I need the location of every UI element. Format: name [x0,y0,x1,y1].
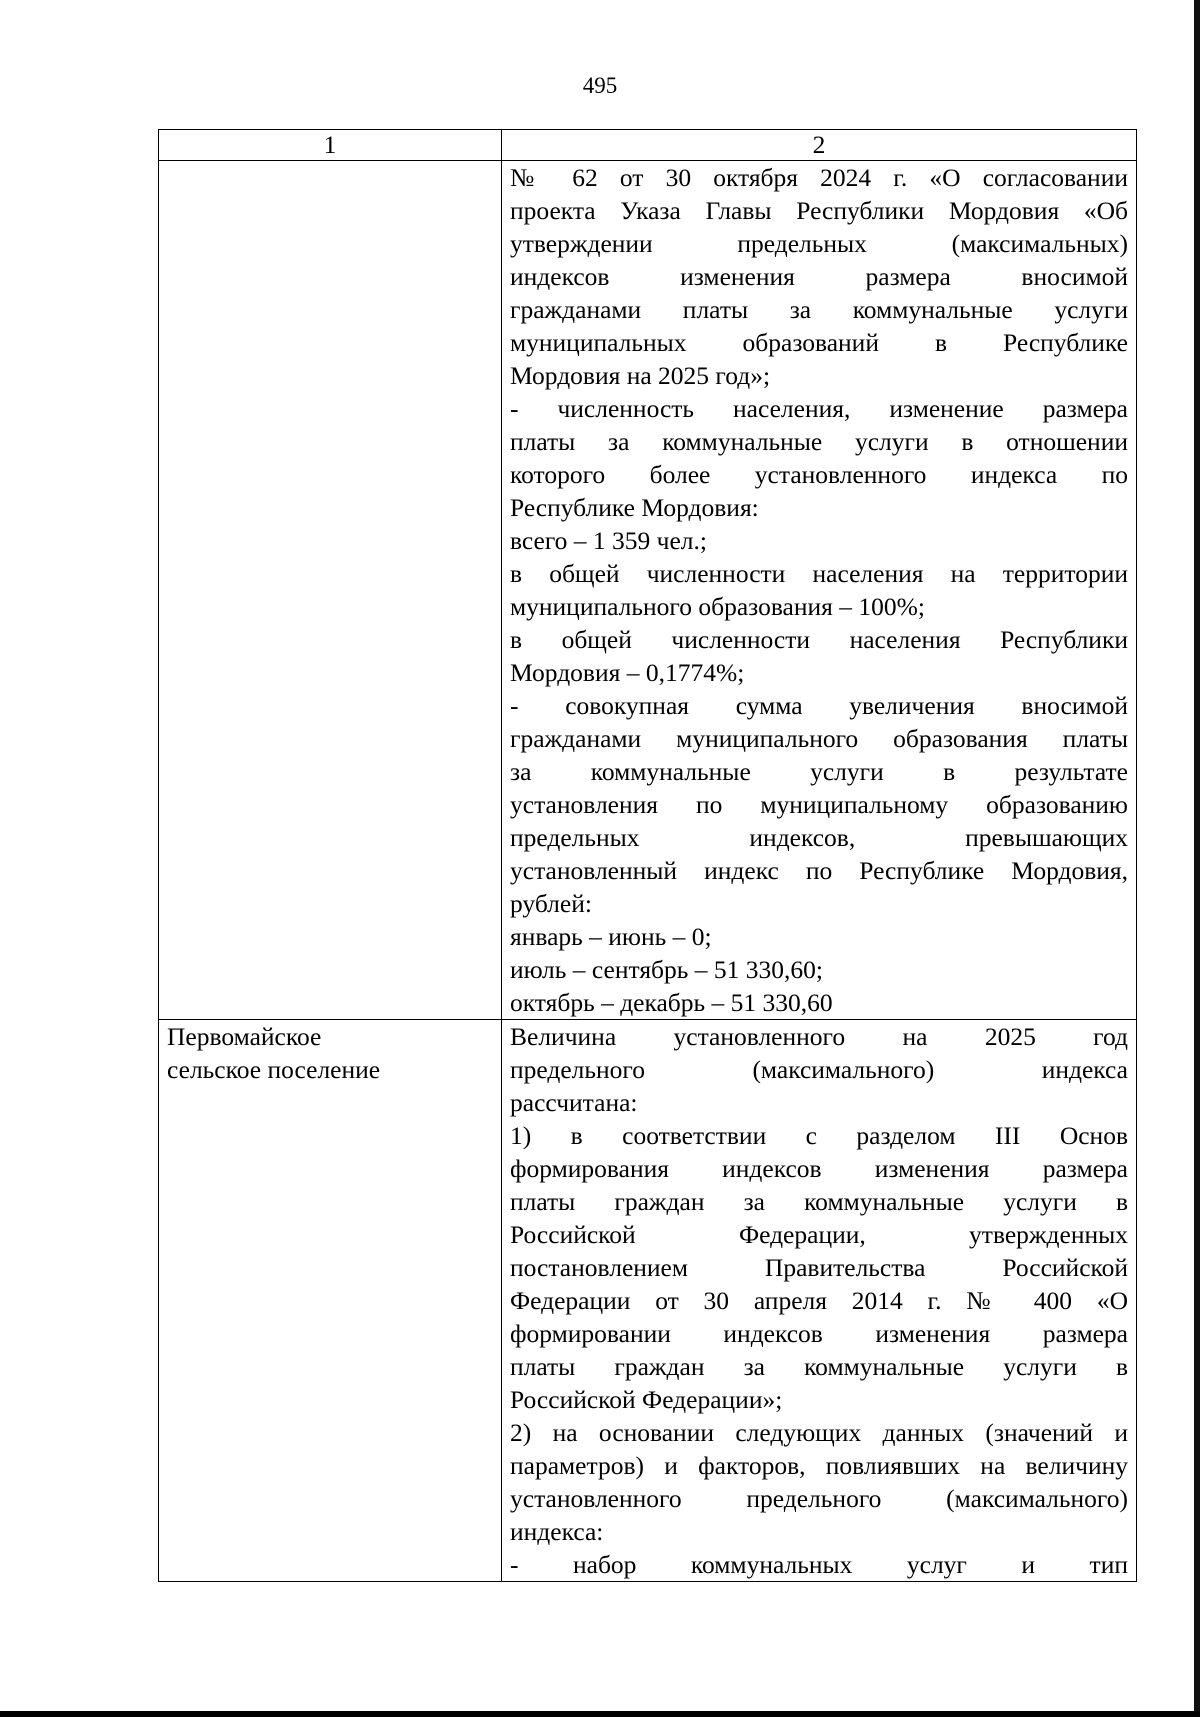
text-line: индексов изменения размера вносимой [510,262,1128,291]
text-line: параметров) и факторов, повлиявших на величину [510,1451,1128,1480]
text-line: предельного (максимального) индекса [510,1055,1128,1084]
text-line: Мордовия на 2025 год»; [510,361,771,390]
text-line: октябрь – декабрь – 51 330,60 [510,988,833,1017]
text-line: Мордовия – 0,1774%; [510,658,745,687]
table-row [159,161,1137,1020]
text-line: платы граждан за коммунальные услуги в [510,1187,1128,1216]
text-line: 1) в соответствии с разделом III Основ [510,1121,1128,1150]
text-line: муниципального образования – 100%; [510,592,925,621]
text-line: 2) на основании следующих данных (значений и [510,1418,1128,1447]
text-line: Российской Федерации, утвержденных [510,1220,1128,1249]
page-number: 495 [582,73,618,98]
text-line: Величина установленного на 2025 год [510,1022,1128,1051]
text-line: № 62 от 30 октября 2024 г. «О согласовании [510,163,1128,192]
text-line: январь – июнь – 0; [510,922,712,951]
text-line: гражданами платы за коммунальные услуги [510,295,1128,324]
column-header-2: 2 [502,130,1137,161]
text-line: формировании индексов изменения размера [510,1319,1128,1348]
text-line: Российской Федерации»; [510,1385,783,1414]
column-header-1: 1 [159,130,502,161]
text-line: Федерации от 30 апреля 2014 г. № 400 «О [510,1286,1128,1315]
text-line: - численность населения, изменение размера [510,394,1128,423]
text-line: платы граждан за коммунальные услуги в [510,1352,1128,1381]
text-line: за коммунальные услуги в результате [510,757,1128,786]
table-row [159,1020,1137,1582]
text-line: муниципальных образований в Республике [510,328,1128,357]
municipality-cell [159,161,502,1020]
text-line: постановлением Правительства Российской [510,1253,1128,1282]
text-line: проекта Указа Главы Республики Мордовия «Об [510,196,1128,225]
text-line: гражданами муниципального образования платы [510,724,1128,753]
text-line: платы за коммунальные услуги в отношении [510,427,1128,456]
text-line: - совокупная сумма увеличения вносимой [510,691,1128,720]
text-line: июль – сентябрь – 51 330,60; [510,955,823,984]
text-line: установления по муниципальному образованию [510,790,1128,819]
text-line: предельных индексов, превышающих [510,823,1128,852]
text-line: которого более установленного индекса по [510,460,1128,489]
text-line: в общей численности населения на территории [510,559,1128,588]
text-line: установленного предельного (максимального) [510,1484,1128,1513]
scan-edge-bottom [0,1711,1200,1717]
text-line: всего – 1 359 чел.; [510,526,707,555]
text-line: установленный индекс по Республике Мордовия, [510,856,1128,885]
text-line: формирования индексов изменения размера [510,1154,1128,1183]
description-cell [502,1020,1137,1582]
text-line: рублей: [510,889,592,918]
text-line: утверждении предельных (максимальных) [510,229,1128,258]
text-line: Республике Мордовия: [510,493,759,522]
description-cell [502,161,1137,1020]
text-line: индекса: [510,1517,604,1546]
document-table [158,129,1137,1582]
text-line: - набор коммунальных услуг и тип [510,1550,1128,1579]
text-line: сельское поселение [167,1055,381,1084]
table-header-row [159,130,1137,161]
text-line: рассчитана: [510,1088,638,1117]
scan-edge-right [1194,0,1200,1717]
municipality-cell [159,1020,502,1582]
text-line: в общей численности населения Республики [510,625,1128,654]
text-line: Первомайское [167,1022,322,1051]
